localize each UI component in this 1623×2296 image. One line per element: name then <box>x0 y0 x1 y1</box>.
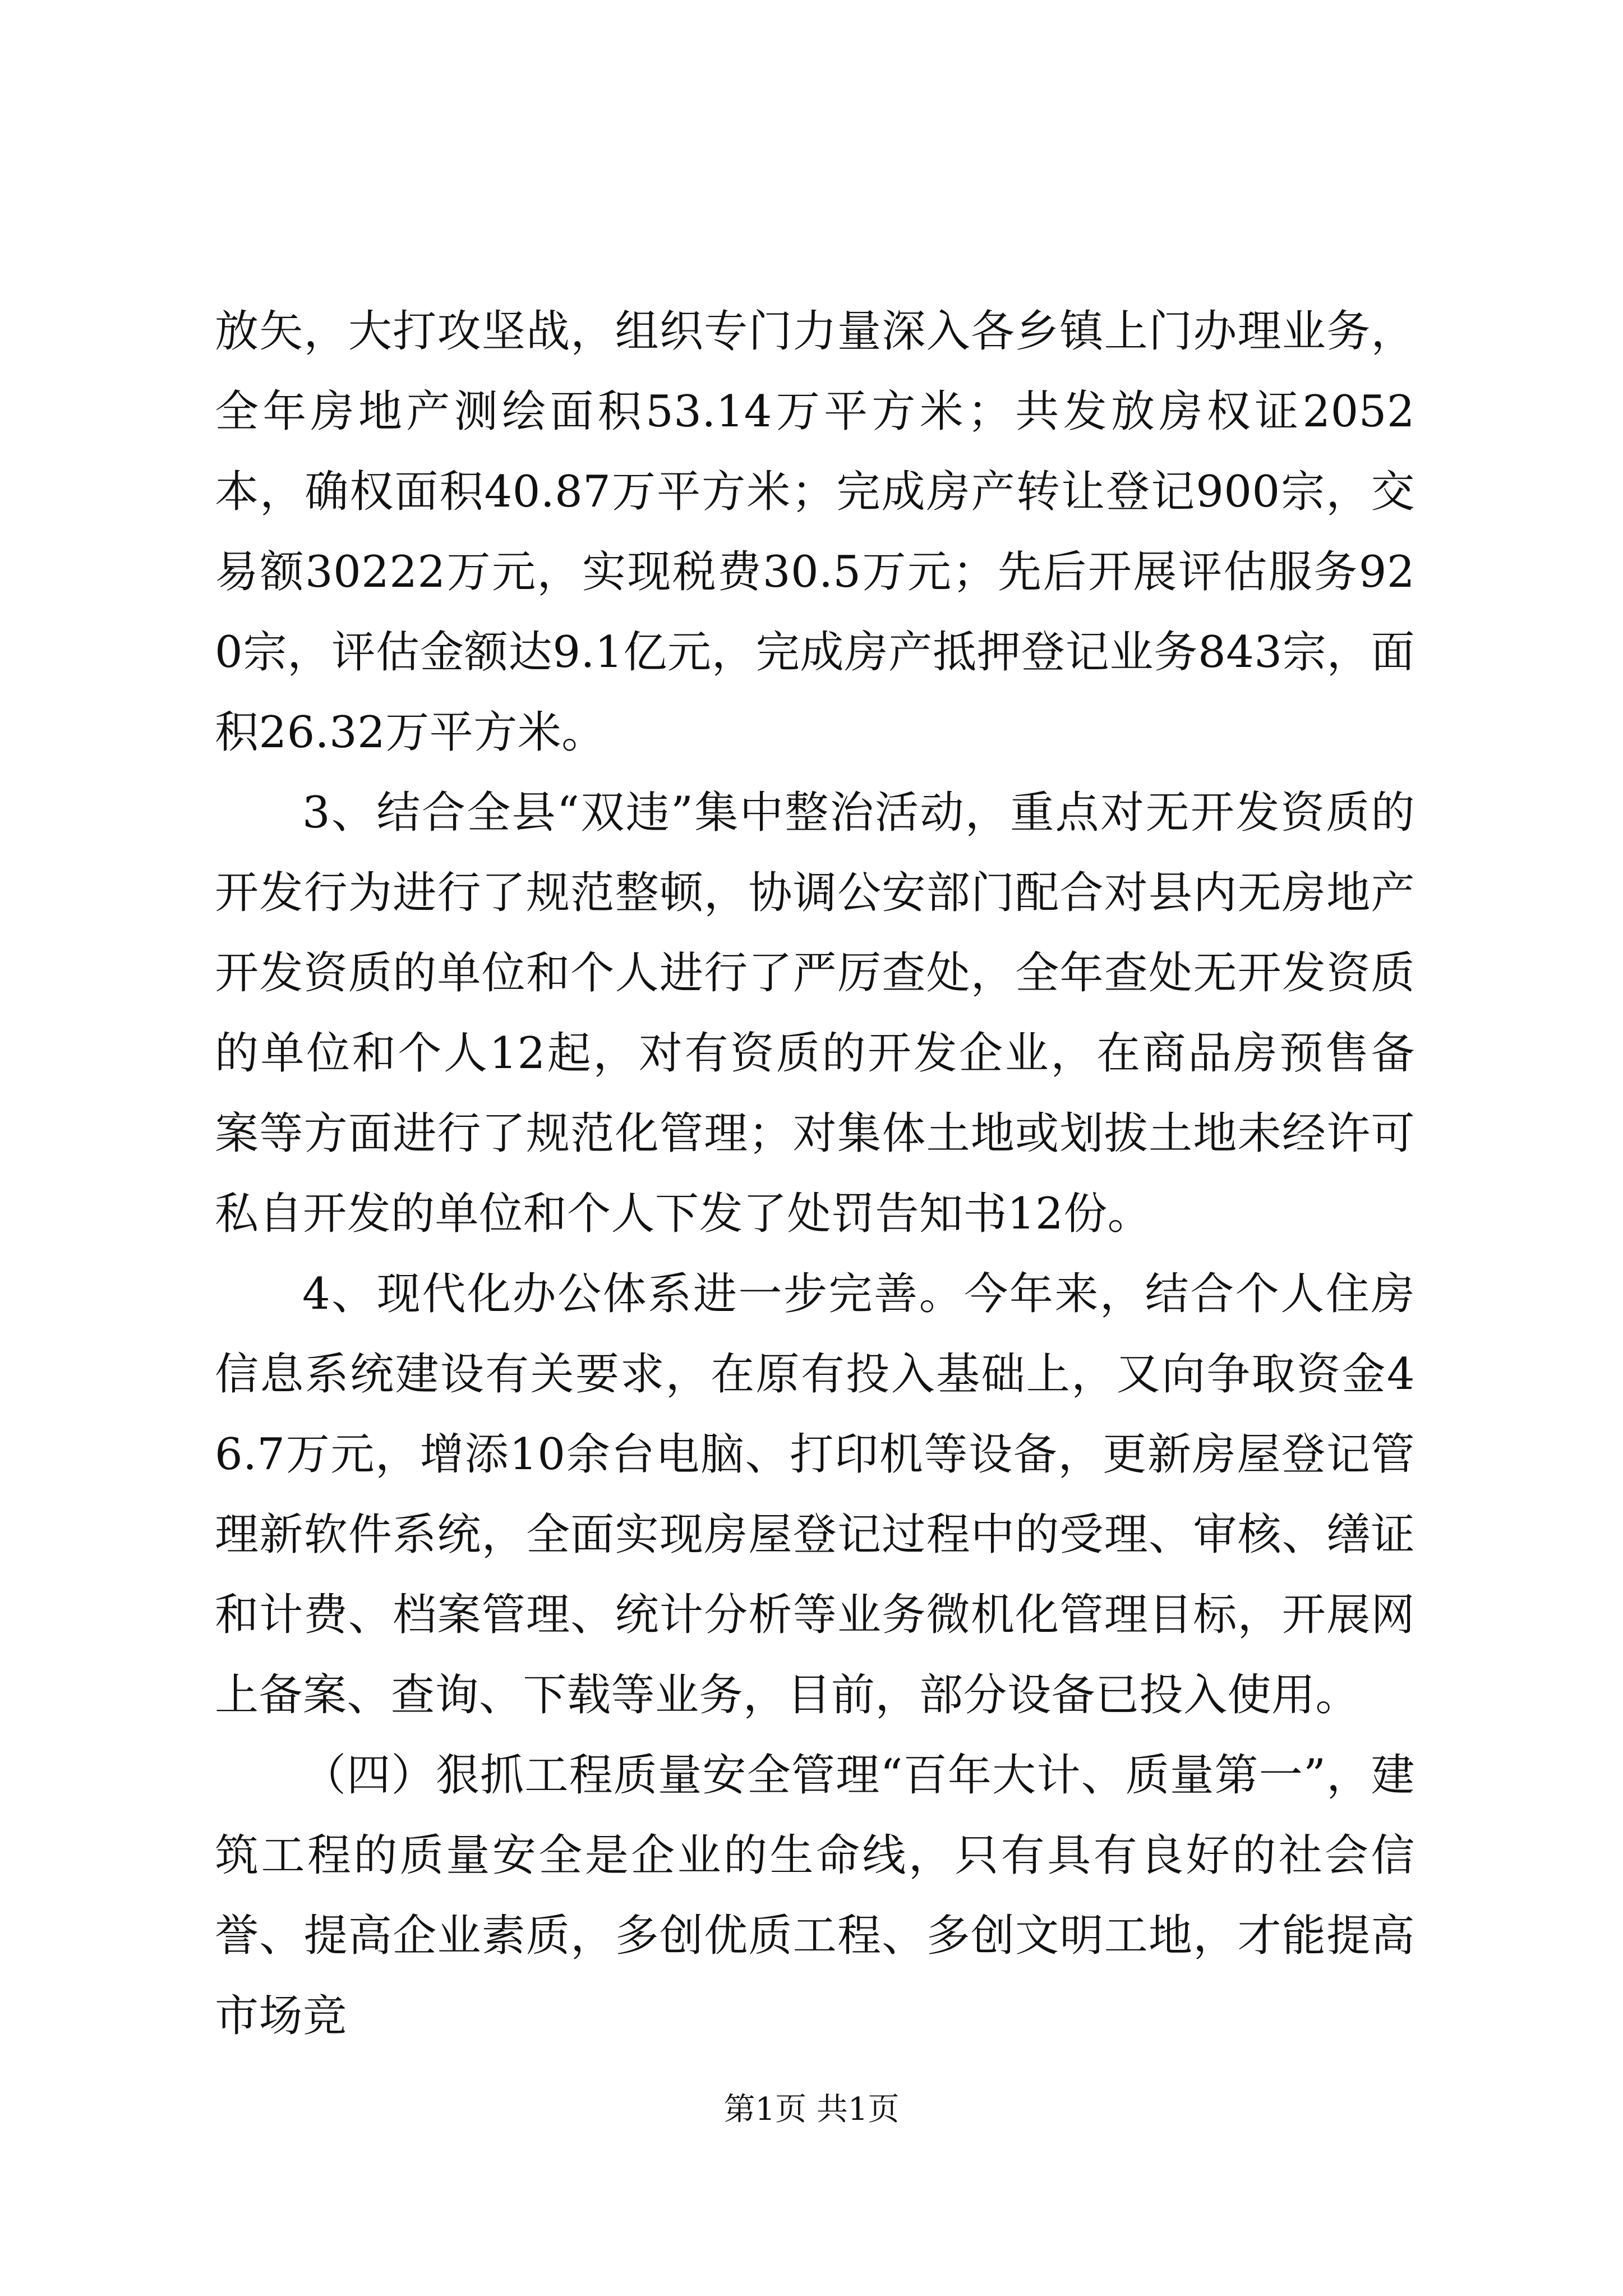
paragraph-item-4: 4、现代化办公体系进一步完善。今年来，结合个人住房信息系统建设有关要求，在原有投入基础上，又向争取资金46.7万元，增添10余台电脑、打印机等设备，更新房屋登记管理新软件系统，全面实现房屋登记过程中的受理、审核、缮证和计费、档案管理、统计分析等业务微机化管理目标，开展网上备案、查询、下载等业务，目前，部分设备已投入使用。 <box>215 1269 1415 1720</box>
paragraph-item-3: 3、结合全县“双违”集中整治活动，重点对无开发资质的开发行为进行了规范整顿，协调公安部门配合对县内无房地产开发资质的单位和个人进行了严厉查处，全年查处无开发资质的单位和个人12起，对有资质的开发企业，在商品房预售备案等方面进行了规范化管理；对集体土地或划拔土地未经许可私自开发的单位和个人下发了处罚告知书12份。 <box>215 788 1415 1239</box>
page-footer: 第1页 共1页 <box>723 2091 900 2128</box>
document-body <box>215 292 1415 2056</box>
paragraph-continuation: 放矢，大打攻坚战，组织专门力量深入各乡镇上门办理业务，全年房地产测绘面积53.14万平方米；共发放房权证2052本，确权面积40.87万平方米；完成房产转让登记900宗，交易额30222万元，实现税费30.5万元；先后开展评估服务920宗，评估金额达9.1亿元，完成房产抵押登记业务843宗，面积26.32万平方米。 <box>215 306 1415 758</box>
paragraph-section-4: （四）狠抓工程质量安全管理“百年大计、质量第一”，建筑工程的质量安全是企业的生命线，只有具有良好的社会信誉、提高企业素质，多创优质工程、多创文明工地，才能提高市场竞 <box>215 1750 1415 2041</box>
